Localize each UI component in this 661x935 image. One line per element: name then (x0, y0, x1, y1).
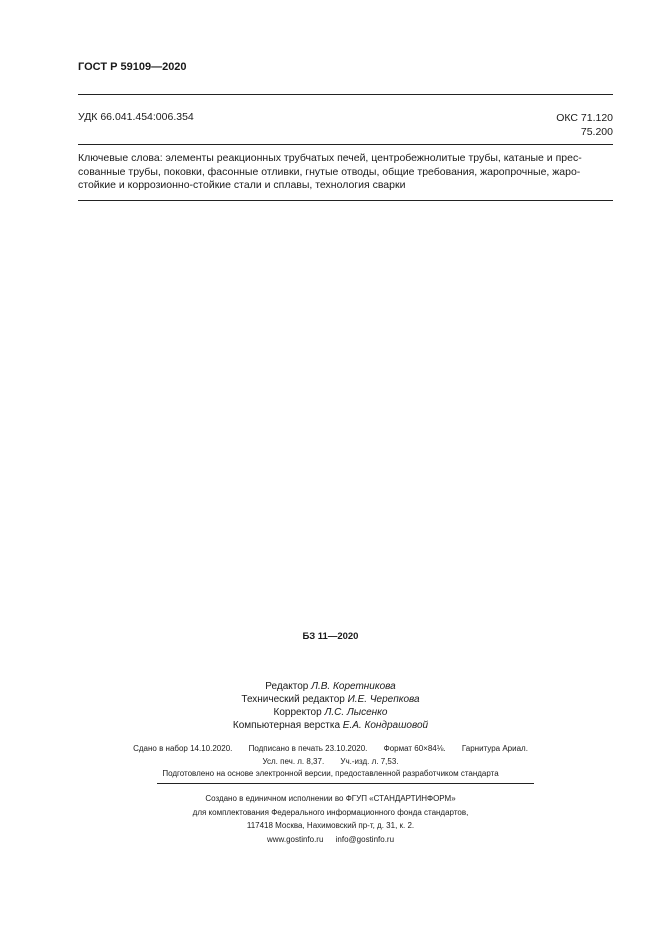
typeface: Гарнитура Ариал. (461, 744, 528, 753)
email-link[interactable]: info@gostinfo.ru (335, 834, 395, 844)
website-link[interactable]: www.gostinfo.ru (266, 834, 324, 844)
staff-role: Корректор (273, 707, 322, 718)
keywords-line: сованные трубы, поковки, фасонные отливки, гнутые отводы, общие требования, жаропрочные, жаро- (78, 165, 581, 178)
publisher-line: Создано в единичном исполнении во ФГУП «СТАНДАРТИНФОРМ» (205, 794, 456, 803)
keywords-block (78, 152, 613, 193)
keywords-line: Ключевые слова: элементы реакционных трубчатых печей, центробежнолитые трубы, катаные и прес- (78, 152, 582, 164)
keywords-divider (78, 200, 613, 201)
staff-role: Технический редактор (241, 694, 345, 705)
staff-role: Редактор (265, 681, 309, 692)
print-info-line1 (0, 742, 661, 755)
bottom-divider (157, 783, 534, 784)
signed-date: Подписано в печать 23.10.2020. (248, 744, 368, 753)
publisher-sheets: Уч.-изд. л. 7,53. (340, 757, 399, 766)
print-info-line2 (0, 755, 661, 768)
oks-code (556, 111, 613, 139)
submitted-date: Сдано в набор 14.10.2020. (133, 744, 233, 753)
staff-name: Л.В. Коретникова (311, 681, 396, 692)
udk-code: УДК 66.041.454:006.354 (78, 111, 194, 123)
oks-code-line1: ОКС 71.120 (556, 112, 613, 124)
staff-editor (0, 680, 661, 693)
publisher-block (0, 792, 661, 846)
staff-name: Л.С. Лысенко (324, 707, 388, 718)
prepared-note: Подготовлено на основе электронной версии, предоставленной разработчиком стандарта (162, 769, 499, 778)
staff-name: И.Е. Черепкова (347, 694, 420, 705)
bz-number: БЗ 11—2020 (302, 631, 359, 642)
staff-proofreader (0, 706, 661, 719)
keywords-line: стойкие и коррозионно-стойкие стали и сплавы, технология сварки (78, 179, 406, 191)
staff-tech-editor (0, 693, 661, 706)
oks-code-line2: 75.200 (580, 126, 613, 138)
publisher-contacts (0, 833, 661, 847)
staff-layout (0, 719, 661, 732)
publisher-line: для комплектования Федерального информационного фонда стандартов, (192, 807, 469, 817)
publisher-address: 117418 Москва, Нахимовский пр-т, д. 31, к. 2. (246, 821, 415, 830)
classification-divider (78, 144, 613, 145)
printed-sheets: Усл. печ. л. 8,37. (262, 757, 325, 766)
standard-number: ГОСТ Р 59109—2020 (78, 61, 187, 73)
paper-format: Формат 60×84⅛. (383, 744, 446, 753)
staff-role: Компьютерная верстка (232, 720, 341, 731)
editorial-staff (0, 680, 661, 732)
print-info (0, 742, 661, 768)
top-divider (78, 94, 613, 95)
staff-name: Е.А. Кондрашовой (342, 720, 429, 731)
